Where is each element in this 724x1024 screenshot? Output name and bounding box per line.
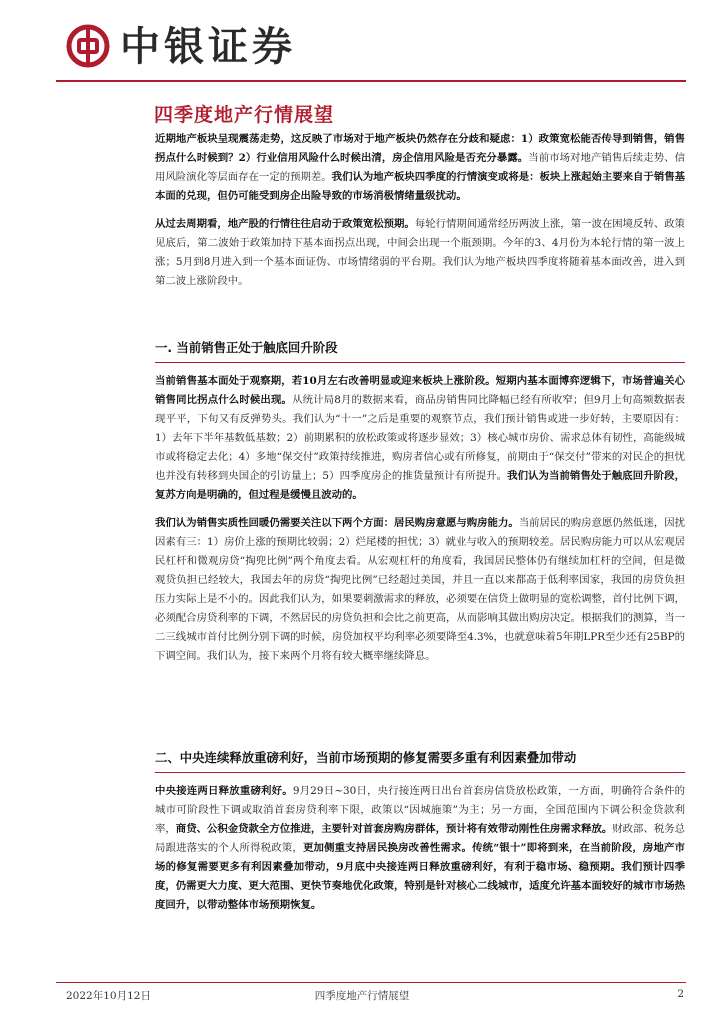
footer-divider <box>56 982 686 983</box>
section-2-heading: 二、中央连续释放重磅利好，当前市场预期的修复需要多重有利因素叠加带动 <box>155 748 685 773</box>
page-number: 2 <box>677 988 684 1000</box>
section-2-paragraph-1 <box>155 782 685 915</box>
intro-paragraph-2 <box>155 215 685 291</box>
intro-block <box>155 130 685 300</box>
emphasis-text: 当前销售基本面处于观察期，若10月左右改善明显或迎来板块上涨阶段。短期内基本面博弈逻辑下，市场普遍关心销售同比拐点什么时候出现。 <box>155 375 685 406</box>
emphasis-text: 更加侧重支持居民换房改善性需求。传统“银十”即将到来，在当前阶段，房地产市场的修复需要更多有利因素叠加带动，9月底中央接连两日释放重磅利好，有利于稳市场、稳预期。我们预计四季度，仍需更大力度、更大范围、更快节奏地优化政策，特别是针对核心二线城市，适度允许基本面较好的城市市场热度回升，以带动整体市场预期恢复。 <box>155 842 686 911</box>
footer-date: 2022年10月12日 <box>66 990 151 1002</box>
body-text: 9月29日~30日，央行接连两日出台首套房信贷放松政策，一方面，明确符合条件的城市可阶段性下调或取消首套房贷利率下限，政策以“因城施策”为主；另一方面，全国范围内下调公积金贷款利率， <box>155 785 685 835</box>
page-title: 四季度地产行情展望 <box>154 104 335 126</box>
emphasis-text: 近期地产板块呈现震荡走势，这反映了市场对于地产板块仍然存在分歧和疑虑：1）政策宽松能否传导到销售，销售拐点什么时候到？2）行业信用风险什么时候出清，房企信用风险是否充分暴露。 <box>155 133 685 164</box>
body-text: 每轮行情期间通常经历两波上涨，第一波在困境反转、政策见底后，第二波始于政策加持下基本面拐点出现，中间会出现一个瓶颈期。今年的3、4月份为本轮行情的第一波上涨；5月到8月进入到一个基本面证伪、市场情绪弱的平台期。我们认为地产板块四季度将随着基本面改善，进入到第二波上涨阶段中。 <box>155 218 686 287</box>
header-divider <box>56 80 686 82</box>
section-1 <box>155 338 685 675</box>
emphasis-text: 我们认为当前销售处于触底回升阶段，复苏方向是明确的，但过程是缓慢且波动的。 <box>155 470 686 501</box>
section-1-paragraph-1 <box>155 372 685 505</box>
body-text: 当前市场对地产销售后续走势、信用风险演化等层面存在一定的预期差。 <box>155 152 685 183</box>
section-1-paragraph-2 <box>155 514 685 666</box>
emphasis-text: 我们认为地产板块四季度的行情演变或将是：板块上涨起始主要来自于销售基本面的兑现，但仍可能受到房企出险导致的市场消极情绪量级扰动。 <box>155 171 686 202</box>
emphasis-text: 我们认为销售实质性回暖仍需要关注以下两个方面：居民购房意愿与购房能力。 <box>155 517 519 529</box>
body-text: 从统计局8月的数据来看，商品房销售同比降幅已经有所收窄；但9月上旬高频数据表现平平，下旬又有反弹势头。我们认为“十一”之后是重要的观察节点，我们预计销售或进一步好转，主要原因有：1）去年下半年基数低基数；2）前期累积的放松政策或将逐步显效；3）核心城市房价、需求总体有韧性，高能级城市或将稳定去化；4）多地“保交付”政策持续推进，购房者信心或有所修复，前期由于“保交付”带来的对民企的担忧也并没有转移到央国企的引访量上；5）四季度房企的推货量预计有所提升。 <box>155 394 686 482</box>
section-1-heading: 一. 当前销售正处于触底回升阶段 <box>155 338 685 363</box>
bank-of-china-logo-icon <box>66 24 110 68</box>
body-text: 当前居民的购房意愿仍然低迷，因扰因素有三：1）房价上涨的预期比较弱；2）烂尾楼的担忧；3）就业与收入的预期较差。居民购房能力可以从宏观居民杠杆和微观房贷“掏兜比例”两个角度去看。从宏观杠杆的角度看，我国居民整体仍有继续加杠杆的空间，但是微观贷负担已经较大，我国去年的房贷“掏兜比例”已经超过美国，并且一直以来都高于低利率国家，我国的房贷负担压力实际上是不小的。因此我们认为，如果要刺激需求的释放，必须要在信贷上做明显的宽松调整，首付比例下调，必须配合房贷利率的下调，不然居民的房贷负担和会比之前更高，从而影响其做出购房决定。根据我们的测算，当一二三线城市首付比例分别下调的时候，房贷加权平均利率必须要降至4.3%，也就意味着5年期LPR至少还有25BP的下调空间。我们认为，接下来两个月将有较大概率继续降息。 <box>155 517 686 662</box>
brand-name: 中银证券 <box>120 24 296 70</box>
emphasis-text: 从过去周期看，地产股的行情往往启动于政策宽松预期。 <box>155 218 415 230</box>
footer-doc-title: 四季度地产行情展望 <box>314 990 410 1002</box>
intro-paragraph-1 <box>155 130 685 206</box>
emphasis-text: 中央接连两日释放重磅利好。 <box>155 785 293 797</box>
body-text: 财政部、税务总局跟进落实的个人所得税政策， <box>155 823 686 854</box>
section-2 <box>155 748 685 924</box>
page-header <box>0 0 724 80</box>
emphasis-text: 商贷、公积金贷款全方位推进，主要针对首套房购房群体，预计将有效带动刚性住房需求释放。 <box>175 823 613 835</box>
